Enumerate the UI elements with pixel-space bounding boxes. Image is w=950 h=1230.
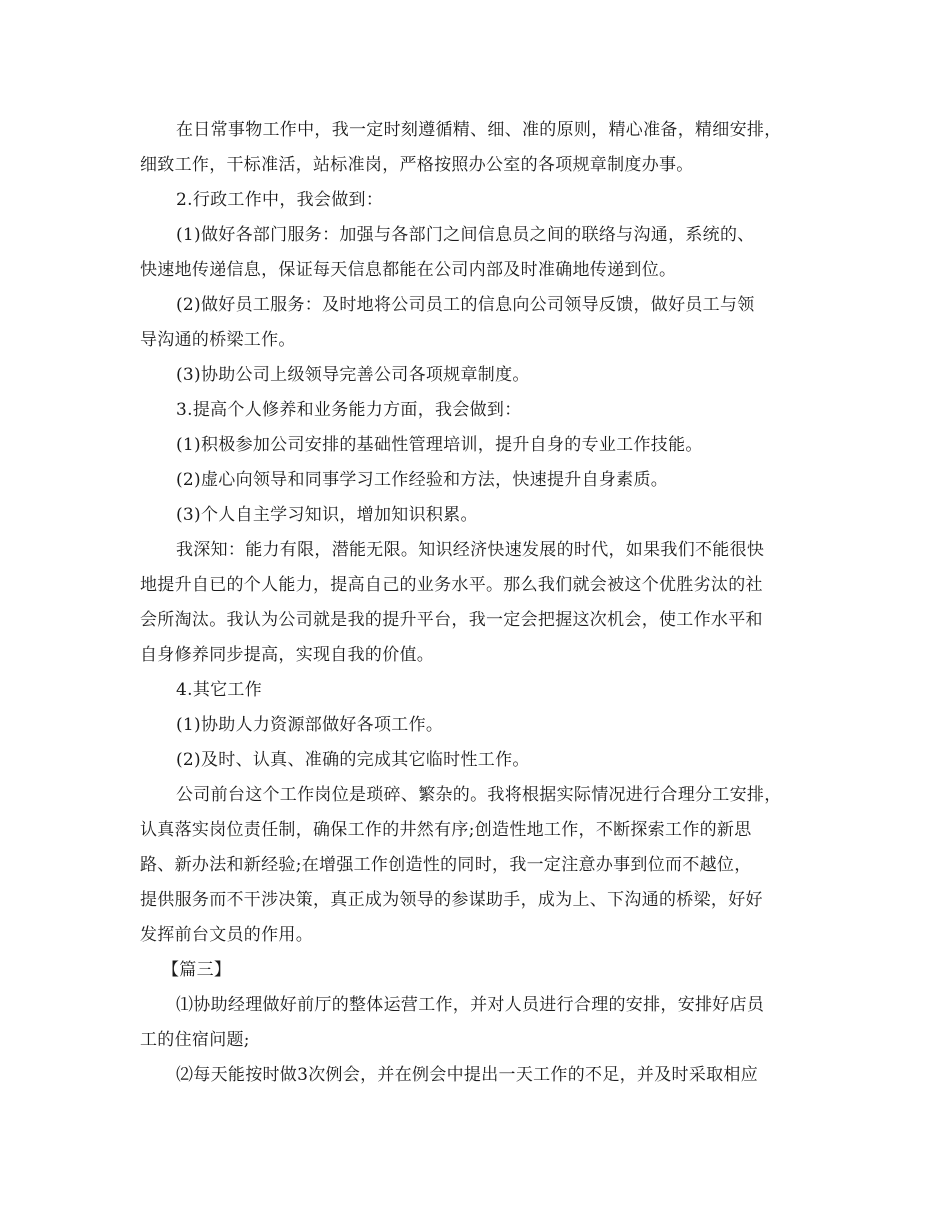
text-line: 提供服务而不干涉决策，真正成为领导的参谋助手，成为上、下沟通的桥梁，好好: [140, 890, 763, 910]
text-line: 工的住宿问题;: [140, 1030, 250, 1050]
text-line: ⑵每天能按时做3次例会，并在例会中提出一天工作的不足，并及时采取相应: [176, 1065, 759, 1085]
text-line: 路、新办法和新经验;在增强工作创造性的同时，我一定注意办事到位而不越位，: [140, 855, 752, 875]
section-heading: 【篇三】: [162, 960, 232, 980]
text-line: 3.提高个人修养和业务能力方面，我会做到：: [176, 400, 522, 420]
text-line: 地提升自已的个人能力，提高自己的业务水平。那么我们就会被这个优胜劣汰的社: [140, 575, 763, 595]
text-line: (1)协助人力资源部做好各项工作。: [176, 715, 444, 735]
text-line: 公司前台这个工作岗位是琐碎、繁杂的。我将根据实际情况进行合理分工安排，: [176, 785, 782, 805]
text-line: (1)做好各部门服务：加强与各部门之间信息员之间的联络与沟通，系统的、: [176, 225, 755, 245]
document-body: [140, 113, 820, 1093]
text-line: (3)协助公司上级领导完善公司各项规章制度。: [176, 365, 530, 385]
text-line: 2.行政工作中，我会做到：: [176, 190, 384, 210]
text-line: 我深知：能力有限，潜能无限。知识经济快速发展的时代，如果我们不能很快: [176, 540, 765, 560]
text-line: 快速地传递信息，保证每天信息都能在公司内部及时准确地传递到位。: [140, 260, 677, 280]
text-line: (1)积极参加公司安排的基础性管理培训，提升自身的专业工作技能。: [176, 435, 703, 455]
text-line: 在日常事物工作中，我一定时刻遵循精、细、准的原则，精心准备，精细安排，: [176, 120, 782, 140]
text-line: 认真落实岗位责任制，确保工作的井然有序;创造性地工作，不断探索工作的新思: [140, 820, 752, 840]
text-line: (3)个人自主学习知识，增加知识积累。: [176, 505, 478, 525]
text-line: 细致工作，干标准活，站标准岗，严格按照办公室的各项规章制度办事。: [140, 155, 694, 175]
text-line: (2)及时、认真、准确的完成其它临时性工作。: [176, 750, 530, 770]
text-line: 4.其它工作: [176, 680, 263, 700]
text-line: 发挥前台文员的作用。: [140, 925, 313, 945]
text-line: 自身修养同步提高，实现自我的价值。: [140, 645, 435, 665]
text-line: 导沟通的桥梁工作。: [140, 330, 296, 350]
text-line: ⑴协助经理做好前厅的整体运营工作，并对人员进行合理的安排，安排好店员: [176, 995, 765, 1015]
text-line: (2)虚心向领导和同事学习工作经验和方法，快速提升自身素质。: [176, 470, 669, 490]
text-line: 会所淘汰。我认为公司就是我的提升平台，我一定会把握这次机会，使工作水平和: [140, 610, 763, 630]
text-line: (2)做好员工服务：及时地将公司员工的信息向公司领导反馈，做好员工与领: [176, 295, 755, 315]
